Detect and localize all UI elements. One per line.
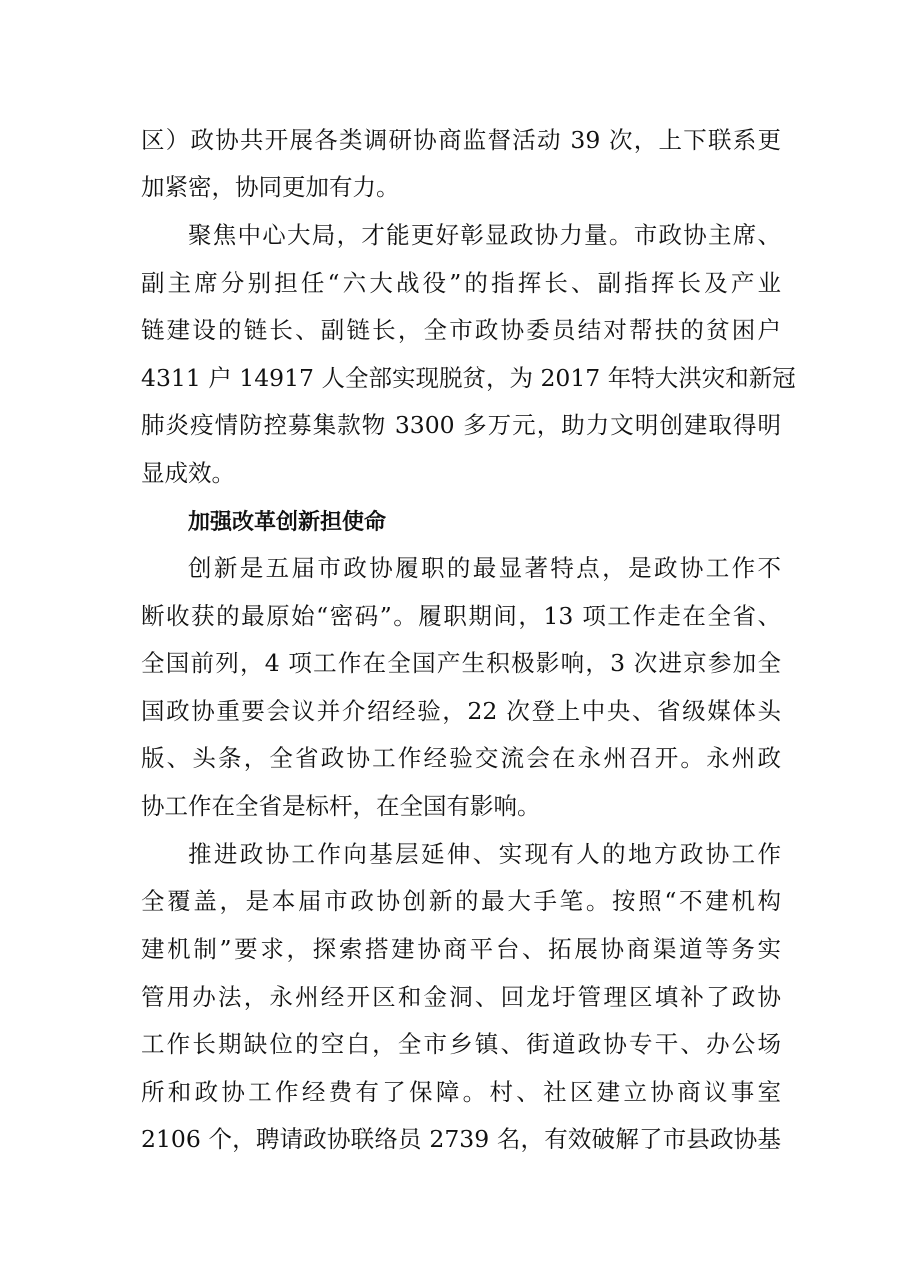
paragraph-4-line-2: 全覆盖，是本届市政协创新的最大手笔。按照“不建机构 [141, 887, 781, 915]
paragraph-4-line-4: 管用办法，永州经开区和金洞、回龙圩管理区填补了政协 [141, 983, 781, 1011]
paragraph-4-line-6: 所和政协工作经费有了保障。村、社区建立协商议事室 [141, 1078, 781, 1106]
paragraph-3-line-4: 国政协重要会议并介绍经验，22 次登上中央、省级媒体头 [141, 697, 781, 725]
paragraph-4-line-3: 建机制”要求，探索搭建协商平台、拓展协商渠道等务实 [141, 935, 781, 963]
paragraph-3-line-5: 版、头条，全省政协工作经验交流会在永州召开。永州政 [141, 744, 781, 772]
paragraph-2-line-5: 肺炎疫情防控募集款物 3300 多万元，助力文明创建取得明 [141, 411, 781, 439]
paragraph-2-line-4: 4311 户 14917 人全部实现脱贫，为 2017 年特大洪灾和新冠 [141, 364, 796, 392]
paragraph-2-line-3: 链建设的链长、副链长，全市政协委员结对帮扶的贫困户 [141, 316, 781, 344]
paragraph-4-line-5: 工作长期缺位的空白，全市乡镇、街道政协专干、办公场 [141, 1030, 781, 1058]
paragraph-1-line-2: 加紧密，协同更加有力。 [141, 173, 400, 201]
paragraph-3-line-1: 创新是五届市政协履职的最显著特点，是政协工作不 [188, 554, 781, 582]
paragraph-2-line-6: 显成效。 [141, 459, 235, 487]
paragraph-3-line-3: 全国前列，4 项工作在全国产生积极影响，3 次进京参加全 [141, 649, 781, 677]
paragraph-1-line-1: 区）政协共开展各类调研协商监督活动 39 次，上下联系更 [141, 126, 781, 154]
paragraph-4-line-7: 2106 个，聘请政协联络员 2739 名，有效破解了市县政协基 [141, 1125, 781, 1153]
paragraph-3-line-6: 协工作在全省是标杆，在全国有影响。 [141, 792, 541, 820]
paragraph-2-line-1: 聚焦中心大局，才能更好彰显政协力量。市政协主席、 [188, 221, 781, 249]
paragraph-2-line-2: 副主席分别担任“六大战役”的指挥长、副指挥长及产业 [141, 269, 781, 297]
paragraph-3-line-2: 断收获的最原始“密码”。履职期间，13 项工作走在全省、 [141, 602, 781, 630]
section-heading: 加强改革创新担使命 [188, 510, 387, 535]
paragraph-4-line-1: 推进政协工作向基层延伸、实现有人的地方政协工作 [188, 840, 781, 868]
